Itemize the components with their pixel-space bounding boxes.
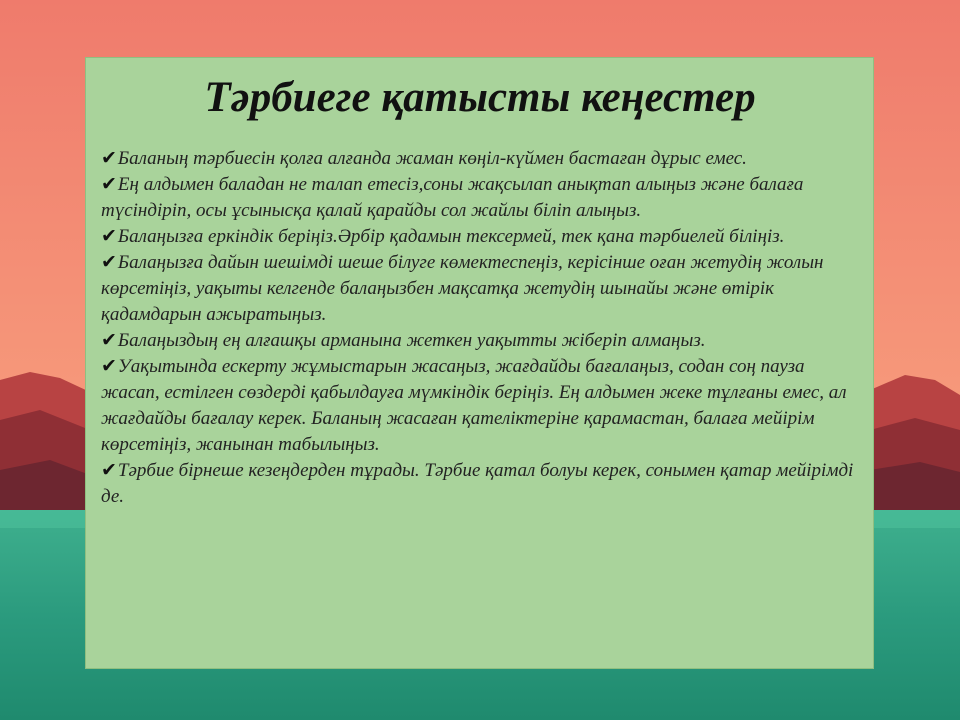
tip-text: Балаңыздың ең алғашқы арманына жеткен уақытты жіберіп алмаңыз. [117, 330, 706, 351]
check-icon: ✔ [101, 330, 117, 351]
tips-list [101, 146, 859, 510]
tip-text: Баланың тәрбиесін қолға алғанда жаман көңіл-күймен бастаған дұрыс емес. [117, 148, 747, 169]
tip-text: Тәрбие бірнеше кезеңдерден тұрады. Тәрбие қатал болуы керек, сонымен қатар мейірімді де. [101, 460, 854, 507]
tip-text: Ең алдымен баладан не талап етесіз,соны жақсылап анықтап алыңыз және балаға түсіндіріп, осы ұсынысқа қалай қарайды сол жайлы біліп алыңыз. [101, 174, 804, 221]
tip-item [101, 172, 859, 224]
check-icon: ✔ [101, 148, 117, 169]
tip-item [101, 146, 859, 172]
slide-title: Тәрбиеге қатысты кеңестер [204, 74, 756, 121]
tip-item [101, 250, 859, 328]
check-icon: ✔ [101, 174, 117, 195]
tip-item [101, 354, 859, 458]
check-icon: ✔ [101, 226, 117, 247]
check-icon: ✔ [101, 460, 117, 481]
tip-item [101, 458, 859, 510]
tip-item [101, 328, 859, 354]
tip-item [101, 224, 859, 250]
tip-text: Уақытында ескерту жұмыстарын жасаңыз, жағдайды бағалаңыз, содан соң пауза жасап, естілген сөздерді қабылдауға мүмкіндік беріңіз. Ең алдымен жеке тұлғаны емес, ал жағдайды бағалау керек. Баланың жасаған қателіктеріне қарамастан, балаға мейірім көрсетіңіз, жанынан табылыңыз. [101, 356, 847, 455]
check-icon: ✔ [101, 252, 117, 273]
check-icon: ✔ [101, 356, 117, 377]
tip-text: Балаңызға еркіндік беріңіз.Әрбір қадамын тексермей, тек қана тәрбиелей біліңіз. [117, 226, 785, 247]
content-card [85, 57, 874, 669]
tip-text: Балаңызға дайын шешімді шеше білуге көмектеспеңіз, керісінше оған жетудің жолын көрсетіңіз, уақыты келгенде балаңызбен мақсатқа жетудің шынайы және өтірік қадамдарын ажыратыңыз. [101, 252, 824, 325]
